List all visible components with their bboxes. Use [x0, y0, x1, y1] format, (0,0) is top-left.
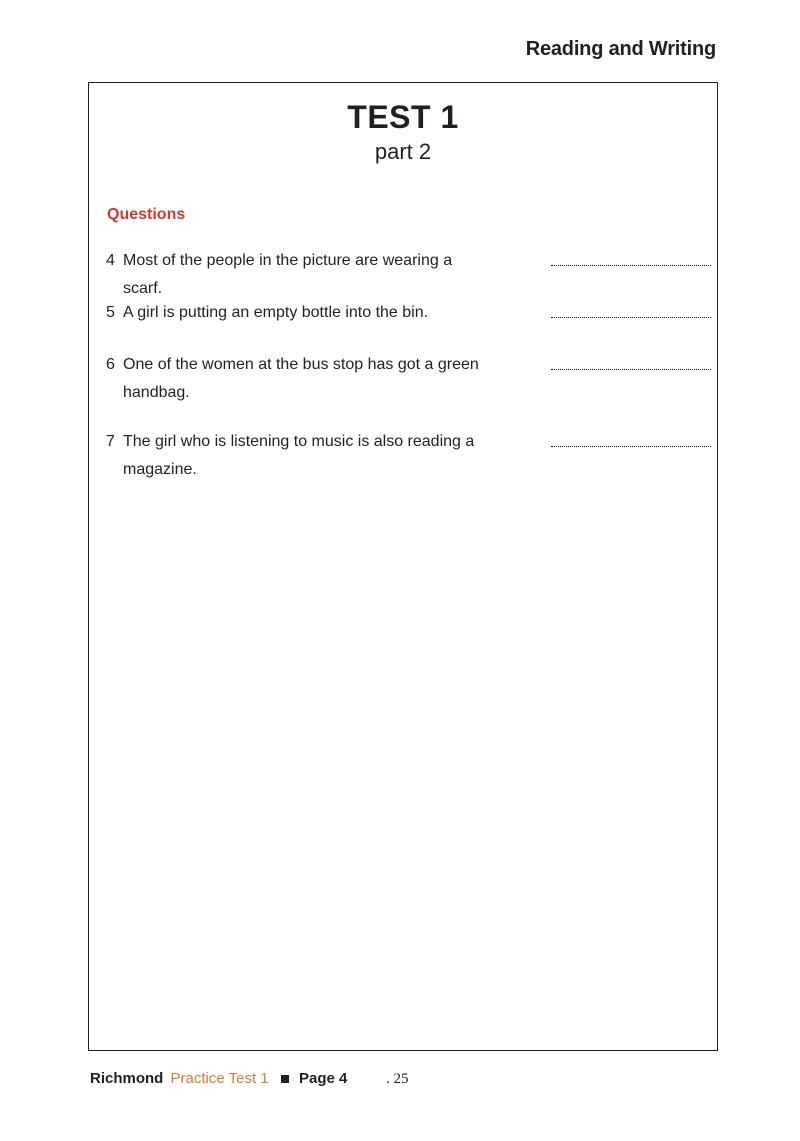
answer-line[interactable]	[551, 317, 711, 318]
question-item	[106, 428, 714, 505]
square-bullet-icon	[281, 1075, 289, 1083]
question-text: One of the women at the bus stop has got a green handbag.	[123, 356, 479, 401]
footer-practice-test: Practice Test 1	[170, 1070, 269, 1087]
question-item	[106, 247, 714, 299]
question-number: 6	[106, 356, 115, 373]
question-text: A girl is putting an empty bottle into the bin.	[123, 304, 429, 321]
answer-line[interactable]	[551, 446, 711, 447]
section-header: Reading and Writing	[525, 38, 716, 60]
question-item	[106, 299, 714, 351]
answer-line[interactable]	[551, 369, 711, 370]
test-title: TEST 1	[347, 99, 459, 135]
question-number: 5	[106, 304, 115, 321]
question-number: 7	[106, 433, 115, 450]
question-text: The girl who is listening to music is also reading a magazine.	[123, 433, 475, 478]
footer	[90, 1070, 347, 1087]
question-number: 4	[106, 252, 115, 269]
test-frame	[88, 82, 718, 1051]
question-text: Most of the people in the picture are wearing a scarf.	[123, 252, 453, 297]
footer-brand: Richmond	[90, 1070, 164, 1087]
part-title: part 2	[374, 139, 432, 164]
question-item	[106, 351, 714, 428]
footer-page-label: Page 4	[298, 1070, 348, 1087]
answer-line[interactable]	[551, 265, 711, 266]
questions-heading: Questions	[107, 206, 186, 223]
question-list	[106, 247, 714, 505]
book-page-number: . 25	[386, 1071, 409, 1087]
